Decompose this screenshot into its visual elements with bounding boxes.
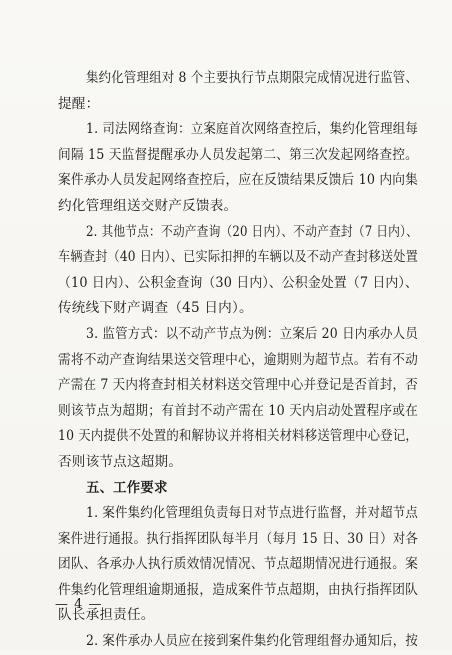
text-line: 约化管理组送交财产反馈表。 bbox=[58, 197, 238, 214]
text-line: 案件进行通报。执行指挥团队每半月（每月 15 日、30 日）对各 bbox=[58, 530, 418, 547]
text-line: 提醒： bbox=[58, 95, 100, 112]
text-line: 则该节点为超期；有首封不动产需在 10 天内启动处置程序或在 bbox=[58, 402, 418, 419]
text-line: 10 天内提供不处置的和解协议并将相关材料移送管理中心登记， bbox=[58, 428, 418, 445]
text-line: 间隔 15 天监督提醒承办人员发起第二、第三次发起网络查控。 bbox=[58, 146, 418, 163]
text-line: 产需在 7 天内将查封相关材料送交管理中心并登记是否首封，否 bbox=[58, 377, 418, 394]
text-line: 否则该节点这超期。 bbox=[58, 453, 183, 470]
text-line: 需将不动产查询结果送交管理中心，逾期则为超节点。若有不动 bbox=[58, 351, 418, 368]
text-line: （10 日内）、公积金查询（30 日内）、公积金处置（7 日内）、 bbox=[58, 274, 418, 291]
text-line: 3. 监管方式：以不动产节点为例：立案后 20 日内承办人员 bbox=[86, 325, 418, 342]
section-heading: 五、工作要求 bbox=[86, 480, 168, 496]
text-line: 案件承办人员发起网络查控后，应在反馈结果反馈后 10 内向集 bbox=[58, 172, 418, 189]
text-line: 集约化管理组对 8 个主要执行节点期限完成情况进行监管、 bbox=[86, 70, 418, 86]
text-line: 队长承担责任。 bbox=[58, 607, 155, 624]
text-line: 团队、各承办人执行质效情况情况、节点超期情况进行通报。案 bbox=[58, 556, 418, 573]
text-line: 1. 案件集约化管理组负责每日对节点进行监督，并对超节点 bbox=[86, 505, 418, 522]
text-line: 传统线下财产调查（45 日内）。 bbox=[58, 300, 253, 317]
text-line: 2. 其他节点：不动产查询（20 日内）、不动产查封（7 日内）、 bbox=[86, 223, 418, 240]
page-number: — 4 — bbox=[55, 597, 103, 612]
text-line: 2. 案件承办人员应在接到案件集约化管理组督办通知后，按 bbox=[86, 633, 418, 650]
text-line: 件集约化管理组逾期通报，造成案件节点超期，由执行指挥团队 bbox=[58, 581, 418, 598]
text-line: 车辆查封（40 日内）、已实际扣押的车辆以及不动产查封移送处置 bbox=[58, 249, 418, 266]
document-body bbox=[58, 66, 418, 655]
text-line: 1. 司法网络查询：立案庭首次网络查控后，集约化管理组每 bbox=[86, 121, 418, 138]
